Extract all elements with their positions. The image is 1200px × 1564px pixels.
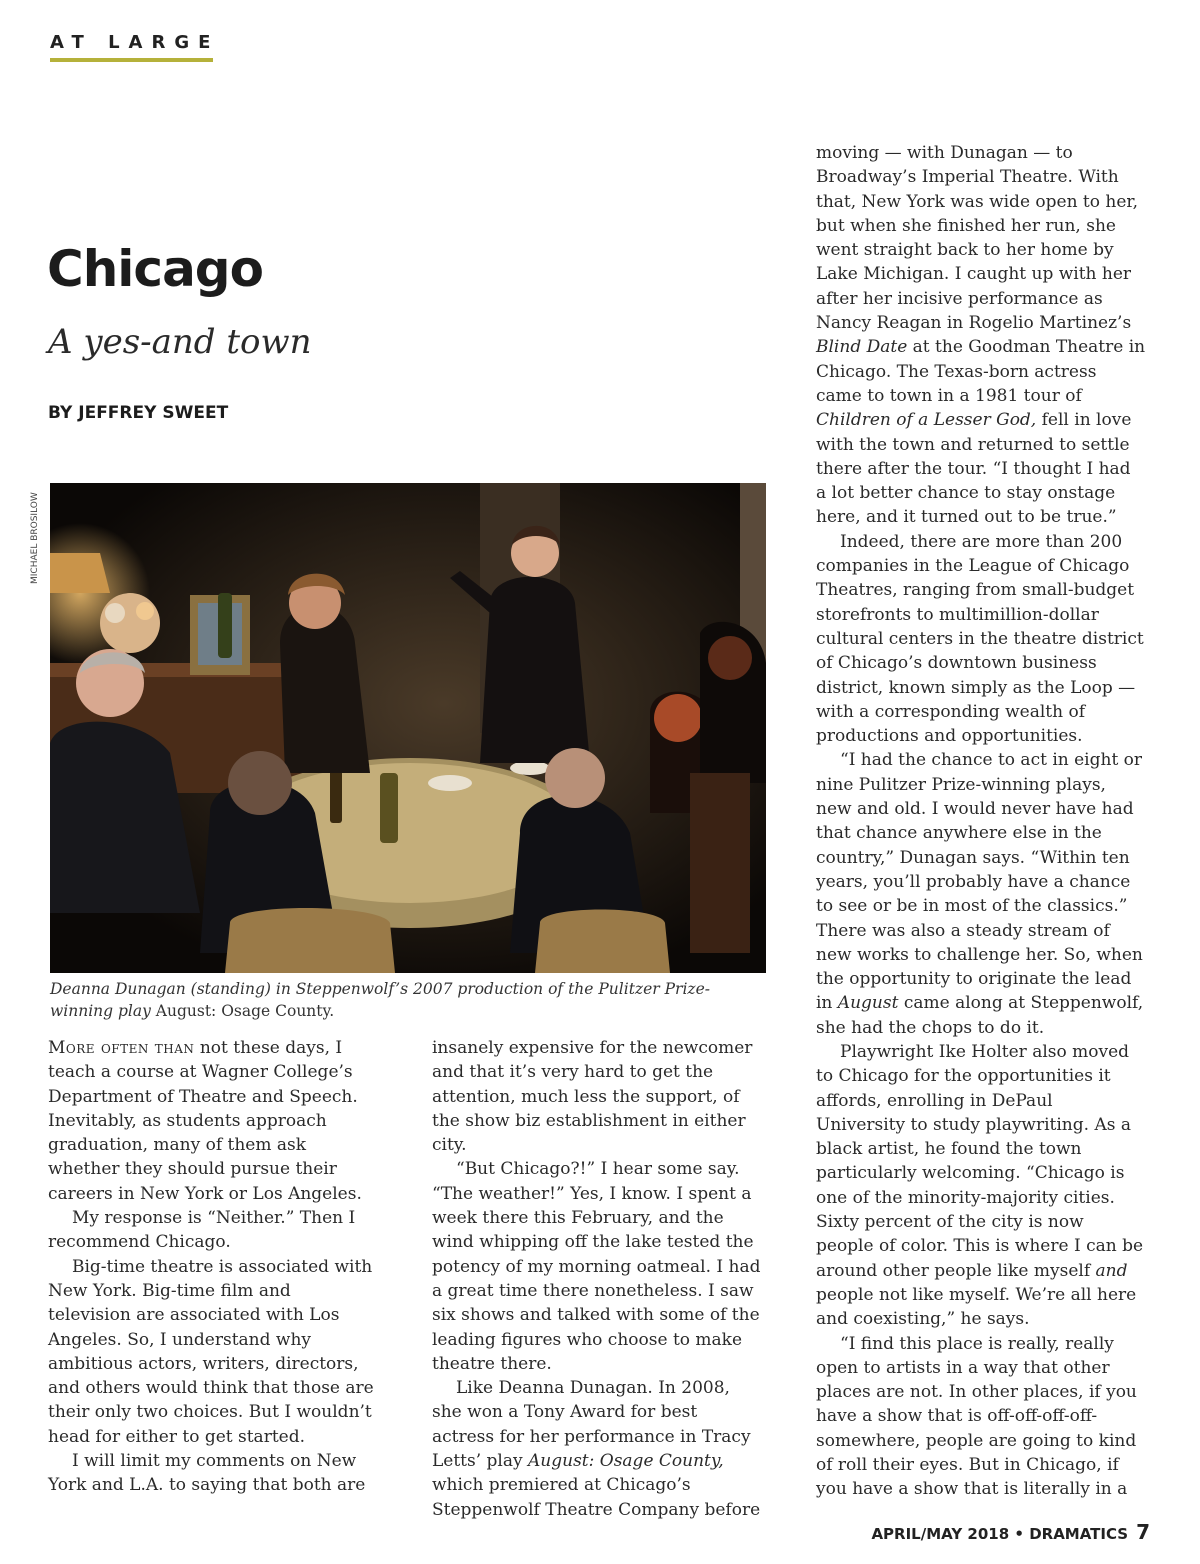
paragraph: I will limit my comments on New York and L.A. to saying that both are xyxy=(48,1451,366,1496)
paragraph-text: Like Deanna Dunagan. In 2008, she won a Tony Award for best actress for her performance in Tracy Letts’ play xyxy=(432,1378,751,1472)
photo-caption-italic: Deanna Dunagan (standing) in Steppenwolf’s 2007 production of the Pulitzer Prize-winning play xyxy=(50,980,710,1020)
paragraph: Indeed, there are more than 200 companies in the League of Chicago Theatres, ranging from small-budget storefronts to multimillion-dollar cultural centers in the theatre district of Chicago’s downtown business district, known simply as the Loop — with a corresponding wealth of productions and opportunities. xyxy=(816,531,1144,747)
paragraph-text: people not like myself. We’re all here and coexisting,” he says. xyxy=(816,1284,1137,1330)
page-number: 7 xyxy=(1136,1520,1150,1544)
paragraph-text: moving — with Dunagan — to Broadway’s Imperial Theatre. With that, New York was wide open to her, but when she finished her run, she went straight back to her home by Lake Michigan. I caught up with her after her incisive performance as Nancy Reagan in Rogelio Martinez’s xyxy=(816,143,1139,334)
paragraph xyxy=(816,141,1146,530)
body-column-2 xyxy=(432,1036,762,1522)
byline: BY JEFFREY SWEET xyxy=(48,403,229,423)
paragraph: insanely expensive for the newcomer and that it’s very hard to get the attention, much less the support, of the show biz establishment in either city. xyxy=(432,1038,753,1156)
paragraph xyxy=(48,1036,378,1206)
photo-caption-play-title: August: Osage County. xyxy=(155,1002,335,1020)
body-column-3 xyxy=(816,141,1146,1502)
paragraph-text: not these days, I teach a course at Wagner College’s Department of Theatre and Speech. Inevitably, as students approach graduation, many of them ask whether they should pursue their careers in New York or Los Angeles. xyxy=(48,1038,362,1204)
section-rule xyxy=(50,58,213,62)
paragraph: Big-time theatre is associated with New York. Big-time film and television are associated with Los Angeles. So, I understand why ambitious actors, writers, directors, and others would think that those are their only two choices. But I wouldn’t head for either to get started. xyxy=(48,1256,374,1447)
paragraph-text: fell in love with the town and returned to settle there after the tour. “I thought I had a lot better chance to stay onstage here, and it turned out to be true.” xyxy=(816,410,1132,528)
page-footer xyxy=(871,1520,1150,1544)
body-column-1 xyxy=(48,1036,378,1498)
photo-illustration xyxy=(50,483,766,973)
emphasis: and xyxy=(1095,1260,1128,1281)
play-title: Blind Date xyxy=(816,337,908,358)
paragraph-text: which premiered at Chicago’s Steppenwolf Theatre Company before xyxy=(432,1475,761,1520)
play-title: Children of a Lesser God, xyxy=(816,410,1037,431)
article-title: Chicago xyxy=(47,240,263,298)
paragraph xyxy=(432,1376,762,1522)
paragraph-text: at the Goodman Theatre in Chicago. The Texas-born actress came to town in a 1981 tour of xyxy=(816,337,1146,406)
paragraph: “I find this place is really, really open to artists in a way that other places are not. In other places, if you have a show that is off-off-off-off-somewhere, people are going to kind of roll their eyes. But in Chicago, if you have a show that is literally in a xyxy=(816,1333,1137,1500)
photo-caption xyxy=(50,978,766,1022)
article-photo xyxy=(50,483,766,973)
play-title: August xyxy=(837,993,899,1014)
issue-label: APRIL/MAY 2018 • DRAMATICS xyxy=(871,1525,1129,1543)
paragraph xyxy=(816,748,1146,1040)
play-title: August: Osage County, xyxy=(528,1451,724,1472)
lead-in: More often than xyxy=(48,1038,195,1058)
paragraph: My response is “Neither.” Then I recommend Chicago. xyxy=(48,1208,356,1253)
paragraph-text: “I had the chance to act in eight or nine Pulitzer Prize-winning plays, new and old. I would never have had that chance anywhere else in the country,” Dunagan says. “Within ten years, you’ll probably have a chance to see or be in most of the classics.” There was also a steady stream of new works to challenge her. So, when the opportunity to originate the lead in xyxy=(816,750,1143,1014)
photo-credit-text: MICHAEL BROSILOW xyxy=(30,492,40,584)
paragraph xyxy=(816,1040,1146,1332)
section-label: AT LARGE xyxy=(50,32,220,53)
paragraph-text: Playwright Ike Holter also moved to Chicago for the opportunities it affords, enrolling in DePaul University to study playwriting. As a black artist, he found the town particularly welcoming. “Chicago is one of the minority-majority cities. Sixty percent of the city is now people of color. This is where I can be around other people like myself xyxy=(816,1041,1144,1281)
photo-credit xyxy=(30,484,44,584)
paragraph-text: came along at Steppenwolf, she had the chops to do it. xyxy=(816,993,1144,1038)
paragraph: “But Chicago?!” I hear some say. “The weather!” Yes, I know. I spent a week there this February, and the wind whipping off the lake tested the potency of my morning oatmeal. I had a great time there nonetheless. I saw six shows and talked with some of the leading figures who choose to make theatre there. xyxy=(432,1159,761,1374)
article-subtitle: A yes-and town xyxy=(48,322,312,362)
